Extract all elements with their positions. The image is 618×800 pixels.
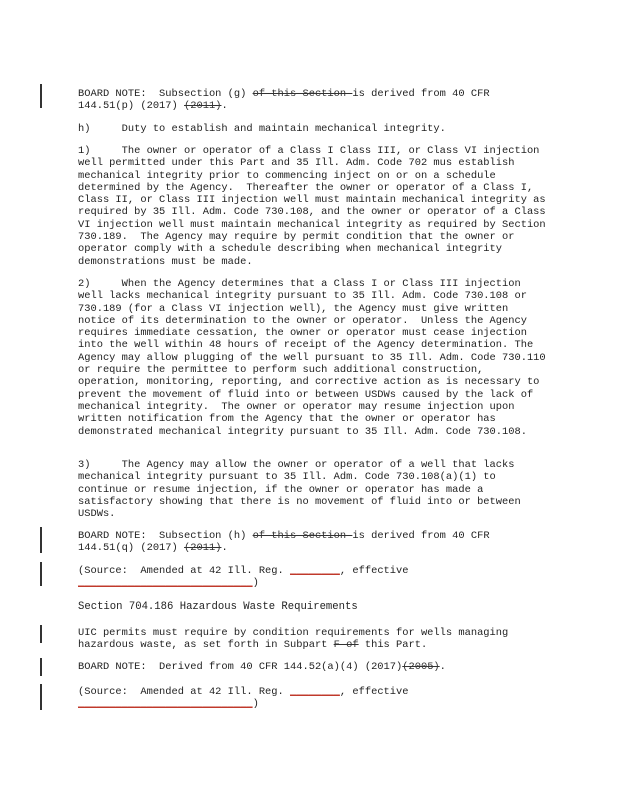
struck-text: of this Section: [252, 530, 353, 542]
change-bar: [40, 684, 42, 710]
blank-date: ____________________________: [78, 698, 253, 711]
board-note-body: is derived from 40 CFR 144.51(p) (2017): [78, 88, 496, 113]
subsection-h-heading: h) Duty to establish and maintain mechanical integrity.: [78, 123, 446, 135]
period: .: [439, 661, 446, 673]
source-suffix: , effective: [339, 565, 409, 577]
section-text-after: this Part.: [358, 639, 428, 652]
change-bar: [40, 562, 42, 586]
change-bar: [40, 527, 42, 553]
subsection-h2-paragraph: 2) When the Agency determines that a Class I or Class III injection well lacks mechanical integrity pursuant to 35 Ill. Adm. Code 730.108 or 730.189 (for a Class VI injection well), the Agency must give written notice of its determination to the owner or operator. Unless the Agency requires immediate cessation, the owner or operator must cease injection into the well within 48 hours of receipt of the Agency determination. The Agency may allow plugging of the well pursuant to 35 Ill. Adm. Code 730.110 or require the permittee to perform such additional construction, operation, monitoring, reporting, and corrective action as is necessary to prevent the movement of fluid into or between USDWs caused by the lack of mechanical integrity. The owner or operator may resume injection upon written notification from the Agency that the owner or operator has demonstrated mechanical integrity pursuant to 35 Ill. Adm. Code 730.108.: [78, 278, 552, 438]
period: .: [221, 100, 228, 113]
section-heading: Section 704.186 Hazardous Waste Requirements: [78, 601, 358, 613]
blank-issue: ________: [290, 686, 340, 698]
source-suffix: , effective: [339, 686, 409, 698]
board-note-body: BOARD NOTE: Derived from 40 CFR 144.52(a)(4) (2017): [78, 661, 403, 673]
struck-year: (2005): [402, 661, 440, 673]
board-note-g: [78, 88, 548, 113]
source-note-2: [78, 686, 548, 711]
board-note-body: is derived from 40 CFR 144.51(q) (2017): [78, 530, 496, 555]
period: .: [221, 542, 228, 555]
board-note-prefix: BOARD NOTE: Subsection (g): [78, 88, 253, 100]
board-note-h: [78, 530, 548, 555]
struck-text: of this Section: [252, 88, 353, 100]
change-bar: [40, 625, 42, 643]
struck-text: F of: [333, 639, 359, 652]
source-prefix: (Source: Amended at 42 Ill. Reg.: [78, 565, 291, 577]
board-note-704-186: [78, 661, 548, 673]
blank-date: ____________________________: [78, 577, 253, 590]
change-bar: [40, 658, 42, 676]
source-prefix: (Source: Amended at 42 Ill. Reg.: [78, 686, 291, 698]
source-close: ): [252, 577, 259, 590]
board-note-prefix: BOARD NOTE: Subsection (h): [78, 530, 253, 542]
subsection-h3-paragraph: 3) The Agency may allow the owner or operator of a well that lacks mechanical integrity pursuant to 35 Ill. Adm. Code 730.108(a)(1) to continue or resume injection, if the owner or operator has made a satisfactory showing that there is no movement of fluid into or between USDWs.: [78, 459, 527, 521]
change-bar: [40, 84, 42, 108]
blank-issue: ________: [290, 565, 340, 577]
source-note-1: [78, 565, 548, 590]
struck-year: (2011): [184, 542, 222, 555]
struck-year: (2011): [184, 100, 222, 113]
section-text-before: UIC permits must require by condition requirements for wells managing hazardous waste, as set forth in Subpart: [78, 627, 515, 652]
section-704-186-text: [78, 627, 548, 652]
source-close: ): [252, 698, 259, 711]
subsection-h1-paragraph: 1) The owner or operator of a Class I Class III, or Class VI injection well permitted under this Part and 35 Ill. Adm. Code 702 mus establish mechanical integrity prior to commencing inject on or on a schedule determined by the Agency. Thereafter the owner or operator of a Class I, Class II, or Class III injection well must maintain mechanical integrity as required by 35 Ill. Adm. Code 730.108, and the owner or operator of a Class VI injection well must maintain mechanical integrity as required by Section 730.189. The Agency may require by permit condition that the owner or operator comply with a schedule describing when mechanical integrity demonstrations must be made.: [78, 145, 552, 268]
